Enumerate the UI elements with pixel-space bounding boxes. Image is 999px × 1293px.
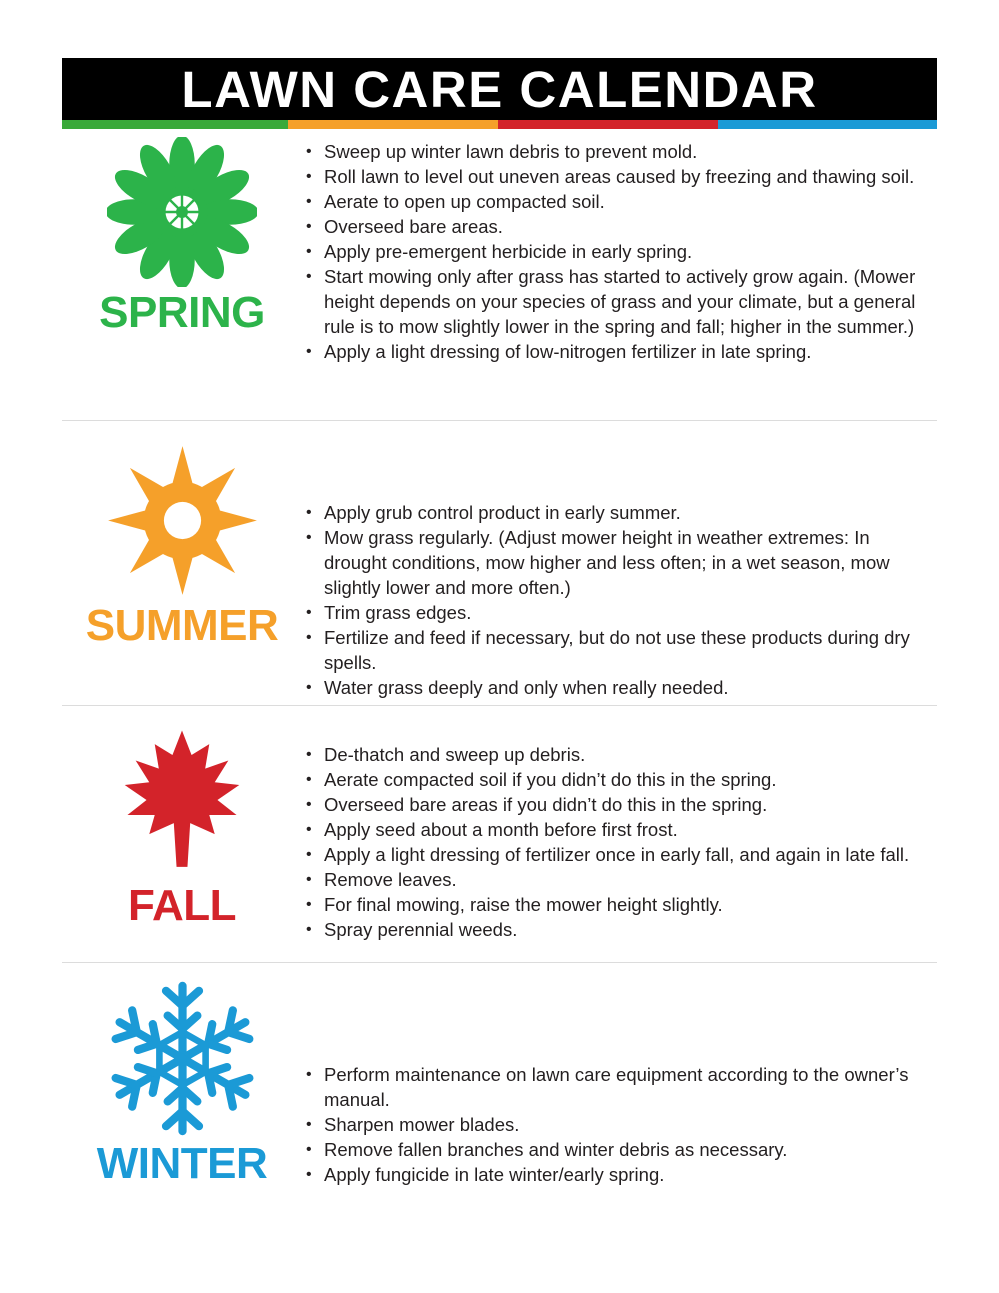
list-item: • Overseed bare areas.	[302, 214, 937, 239]
divider	[62, 420, 937, 421]
list-item: • For final mowing, raise the mower height slightly.	[302, 892, 937, 917]
page-title: LAWN CARE CALENDAR	[181, 60, 818, 118]
title-bar	[62, 58, 937, 120]
season-label-winter: WINTER	[96, 1139, 268, 1188]
season-label-summer: SUMMER	[85, 601, 279, 650]
list-item: • Mow grass regularly. (Adjust mower height in weather extremes: In drought conditions, mow higher and less often; in a wet season, mow slightly lower and more often.)	[302, 525, 937, 600]
header	[62, 58, 937, 129]
summer-icon-column	[62, 440, 302, 648]
section-spring	[62, 137, 937, 364]
list-item: • Apply fungicide in late winter/early spring.	[302, 1162, 937, 1187]
spring-tips	[302, 137, 937, 364]
list-item: • Sharpen mower blades.	[302, 1112, 937, 1137]
spring-icon-column	[62, 137, 302, 335]
list-item: • De-thatch and sweep up debris.	[302, 742, 937, 767]
list-item: • Spray perennial weeds.	[302, 917, 937, 942]
list-item: • Apply a light dressing of low-nitrogen fertilizer in late spring.	[302, 339, 937, 364]
list-item: • Fertilize and feed if necessary, but do not use these products during dry spells.	[302, 625, 937, 675]
list-item: • Remove leaves.	[302, 867, 937, 892]
list-item: • Water grass deeply and only when really needed.	[302, 675, 937, 700]
list-item: • Remove fallen branches and winter debris as necessary.	[302, 1137, 937, 1162]
season-color-bar	[62, 120, 937, 129]
list-item: • Aerate compacted soil if you didn’t do this in the spring.	[302, 767, 937, 792]
list-item: • Apply pre-emergent herbicide in early spring.	[302, 239, 937, 264]
sun-icon	[105, 440, 260, 600]
section-summer	[62, 440, 937, 700]
fall-icon-column	[62, 720, 302, 928]
list-item: • Sweep up winter lawn debris to prevent mold.	[302, 139, 937, 164]
list-item: • Perform maintenance on lawn care equipment according to the owner’s manual.	[302, 1062, 937, 1112]
fall-tips	[302, 720, 937, 942]
divider	[62, 705, 937, 706]
summer-tips	[302, 440, 937, 700]
winter-tips	[302, 978, 937, 1187]
list-item: • Start mowing only after grass has started to actively grow again. (Mower height depends on your species of grass and your climate, but a general rule is to mow slightly lower in the spring and fall; higher in the summer.)	[302, 264, 937, 339]
snowflake-icon	[100, 978, 265, 1138]
season-label-fall: FALL	[128, 881, 236, 930]
winter-icon-column	[62, 978, 302, 1186]
section-fall	[62, 720, 937, 942]
color-segment-summer	[288, 120, 498, 129]
color-segment-fall	[498, 120, 719, 129]
list-item: • Apply a light dressing of fertilizer once in early fall, and again in late fall.	[302, 842, 937, 867]
list-item: • Overseed bare areas if you didn’t do this in the spring.	[302, 792, 937, 817]
list-item: • Trim grass edges.	[302, 600, 937, 625]
section-winter	[62, 978, 937, 1187]
list-item: • Roll lawn to level out uneven areas caused by freezing and thawing soil.	[302, 164, 937, 189]
maple-leaf-icon	[112, 720, 252, 880]
flower-icon	[107, 137, 257, 287]
season-label-spring: SPRING	[99, 288, 265, 337]
list-item: • Aerate to open up compacted soil.	[302, 189, 937, 214]
color-segment-winter	[718, 120, 937, 129]
color-segment-spring	[62, 120, 288, 129]
list-item: • Apply grub control product in early summer.	[302, 500, 937, 525]
divider	[62, 962, 937, 963]
list-item: • Apply seed about a month before first frost.	[302, 817, 937, 842]
